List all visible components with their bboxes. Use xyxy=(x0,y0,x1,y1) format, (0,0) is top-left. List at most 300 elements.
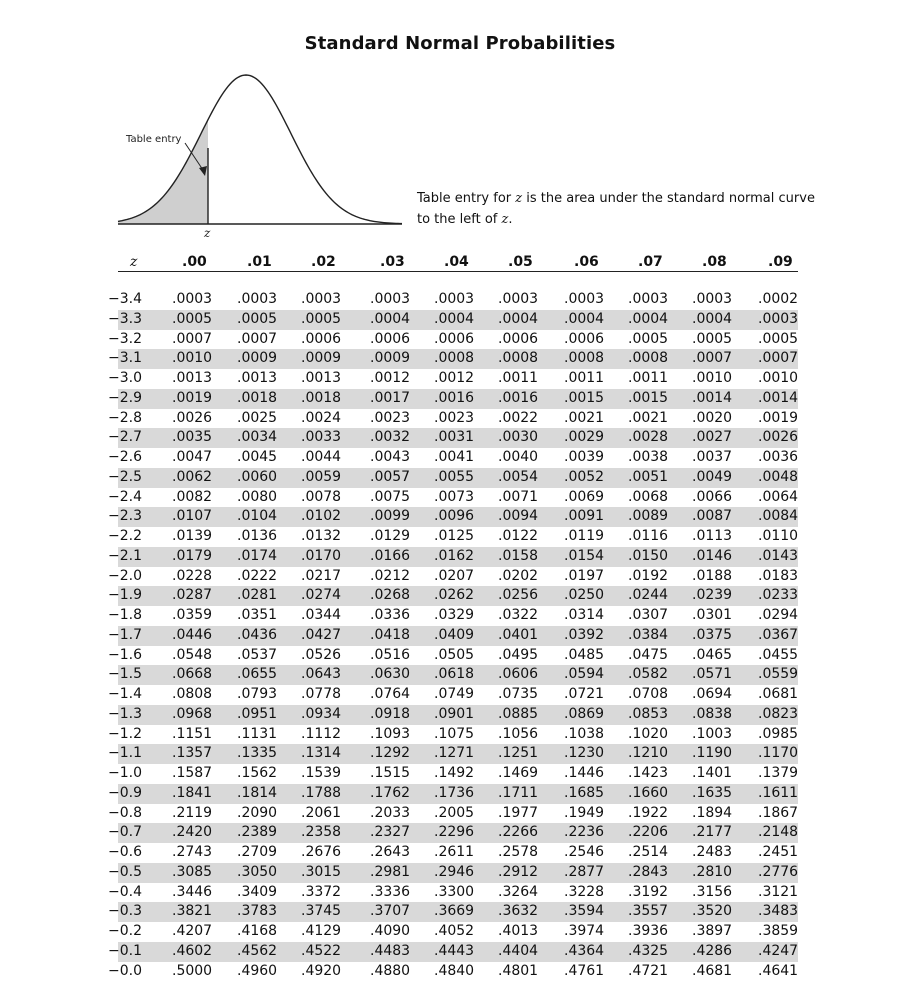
table-cell: .0066 xyxy=(692,488,733,505)
table-cell: .0054 xyxy=(498,468,539,485)
table-cell: .3446 xyxy=(172,883,213,900)
table-cell: .0060 xyxy=(237,468,278,485)
table-cell: .1075 xyxy=(434,725,475,742)
table-row xyxy=(108,962,799,982)
table-cell: .0019 xyxy=(172,389,213,406)
table-cell: .1894 xyxy=(692,804,733,821)
table-cell: .0003 xyxy=(237,291,278,307)
table-cell: .0838 xyxy=(692,705,733,722)
table-cell: .0122 xyxy=(498,528,539,544)
table-cell: .0005 xyxy=(172,310,213,327)
table-cell: .0007 xyxy=(237,330,278,347)
table-cell: .4443 xyxy=(434,942,475,959)
table-cell: .2296 xyxy=(434,824,475,841)
table-cell: .0681 xyxy=(758,686,799,702)
table-cell: .0008 xyxy=(564,350,605,367)
table-cell: .0207 xyxy=(434,567,475,584)
table-cell: .1515 xyxy=(370,765,411,781)
table-cell: .0951 xyxy=(237,705,278,722)
table-cell: .0668 xyxy=(172,666,213,683)
table-cell: .0021 xyxy=(564,409,605,426)
table-cell: .0007 xyxy=(758,350,799,367)
table-cell: .0047 xyxy=(172,449,213,465)
row-z-value: −1.6 xyxy=(108,646,142,663)
table-row xyxy=(108,310,799,330)
table-row xyxy=(108,784,799,804)
table-cell: .2877 xyxy=(564,863,605,880)
table-cell: .0179 xyxy=(172,547,213,564)
table-cell: .0089 xyxy=(628,508,669,525)
table-cell: .0025 xyxy=(237,409,278,426)
table-cell: .4801 xyxy=(498,962,539,979)
table-cell: .3372 xyxy=(301,883,342,900)
table-cell: .1170 xyxy=(758,745,799,762)
table-cell: .0793 xyxy=(237,686,278,702)
table-cell: .0336 xyxy=(370,607,411,623)
table-row xyxy=(108,547,799,567)
table-cell: .3050 xyxy=(237,863,278,880)
table-cell: .1423 xyxy=(628,765,669,781)
table-cell: .2776 xyxy=(758,863,799,880)
table-row xyxy=(108,843,799,863)
table-cell: .0084 xyxy=(758,508,799,525)
table-body xyxy=(108,290,799,981)
table-cell: .0021 xyxy=(628,409,669,426)
table-cell: .4522 xyxy=(301,942,342,959)
table-cell: .4960 xyxy=(237,962,278,979)
table-cell: .0934 xyxy=(301,705,342,722)
table-cell: .1112 xyxy=(301,725,342,742)
table-cell: .3707 xyxy=(370,903,411,920)
table-cell: .0068 xyxy=(628,488,669,505)
table-cell: .0548 xyxy=(172,646,213,663)
table-cell: .0069 xyxy=(564,488,605,505)
table-cell: .4052 xyxy=(434,923,475,939)
table-cell: .1635 xyxy=(692,784,733,801)
table-cell: .2266 xyxy=(498,824,539,841)
table-cell: .0003 xyxy=(498,291,539,307)
table-cell: .0016 xyxy=(498,389,539,406)
table-cell: .0004 xyxy=(498,310,539,327)
row-z-value: −0.6 xyxy=(108,844,142,860)
table-cell: .0392 xyxy=(564,626,605,643)
table-cell: .0197 xyxy=(564,567,605,584)
table-cell: .1379 xyxy=(758,765,799,781)
table-cell: .0301 xyxy=(692,607,733,623)
table-cell: .0188 xyxy=(692,567,733,584)
table-cell: .2420 xyxy=(172,824,213,841)
table-cell: .0037 xyxy=(692,449,733,465)
table-row xyxy=(108,863,799,883)
table-cell: .0485 xyxy=(564,646,605,663)
table-cell: .0009 xyxy=(370,350,411,367)
table-cell: .0014 xyxy=(692,389,733,406)
table-cell: .0051 xyxy=(628,468,669,485)
z-label: z xyxy=(204,226,211,240)
table-cell: .0256 xyxy=(498,587,539,604)
table-cell: .0078 xyxy=(301,488,342,505)
table-cell: .0062 xyxy=(172,468,213,485)
table-cell: .2611 xyxy=(434,844,475,860)
table-cell: .0002 xyxy=(758,291,799,307)
row-z-value: −2.9 xyxy=(108,389,142,406)
header-col-2: .01 xyxy=(247,254,272,270)
header-col-4: .03 xyxy=(380,254,405,270)
table-cell: .0030 xyxy=(498,429,539,446)
table-cell: .1210 xyxy=(628,745,669,762)
table-cell: .0055 xyxy=(434,468,475,485)
table-cell: .0351 xyxy=(237,607,278,623)
table-cell: .0036 xyxy=(758,449,799,465)
table-cell: .0006 xyxy=(564,330,605,347)
table-cell: .0885 xyxy=(498,705,539,722)
table-cell: .0073 xyxy=(434,488,475,505)
table-cell: .0446 xyxy=(172,626,213,643)
table-cell: .4404 xyxy=(498,942,539,959)
table-cell: .0011 xyxy=(628,370,669,386)
table-cell: .0606 xyxy=(498,666,539,683)
table-cell: .3936 xyxy=(628,923,669,939)
row-z-value: −2.8 xyxy=(108,409,142,426)
table-cell: .1093 xyxy=(370,725,411,742)
table-cell: .0019 xyxy=(758,409,799,426)
table-cell: .0401 xyxy=(498,626,539,643)
table-cell: .0017 xyxy=(370,389,411,406)
table-row xyxy=(108,883,799,903)
table-cell: .0082 xyxy=(172,488,213,505)
table-row xyxy=(108,369,799,389)
row-z-value: −0.8 xyxy=(108,804,142,821)
table-cell: .0384 xyxy=(628,626,669,643)
table-row xyxy=(108,507,799,527)
table-cell: .0166 xyxy=(370,547,411,564)
table-cell: .3557 xyxy=(628,903,669,920)
table-cell: .1736 xyxy=(434,784,475,801)
table-cell: .0582 xyxy=(628,666,669,683)
table-cell: .4013 xyxy=(498,923,539,939)
row-z-value: −2.3 xyxy=(108,508,142,525)
table-cell: .0516 xyxy=(370,646,411,663)
table-row xyxy=(108,922,799,942)
table-row xyxy=(108,764,799,784)
table-cell: .0064 xyxy=(758,488,799,505)
table-cell: .4090 xyxy=(370,923,411,939)
table-cell: .0375 xyxy=(692,626,733,643)
table-cell: .3300 xyxy=(434,883,475,900)
table-cell: .0008 xyxy=(498,350,539,367)
table-cell: .2236 xyxy=(564,824,605,841)
table-cell: .1151 xyxy=(172,725,213,742)
table-cell: .0005 xyxy=(301,310,342,327)
row-z-value: −1.1 xyxy=(108,745,142,762)
table-cell: .0250 xyxy=(564,587,605,604)
table-cell: .1314 xyxy=(301,745,342,762)
table-cell: .0009 xyxy=(237,350,278,367)
table-cell: .0808 xyxy=(172,686,213,702)
table-cell: .1271 xyxy=(434,745,475,762)
table-cell: .0107 xyxy=(172,508,213,525)
table-cell: .3783 xyxy=(237,903,278,920)
row-z-value: −1.3 xyxy=(108,705,142,722)
table-cell: .0136 xyxy=(237,528,278,544)
table-cell: .2578 xyxy=(498,844,539,860)
table-cell: .0075 xyxy=(370,488,411,505)
table-cell: .0023 xyxy=(370,409,411,426)
table-cell: .0045 xyxy=(237,449,278,465)
table-cell: .0003 xyxy=(434,291,475,307)
table-cell: .0655 xyxy=(237,666,278,683)
table-cell: .0009 xyxy=(301,350,342,367)
table-cell: .0010 xyxy=(758,370,799,386)
table-cell: .0694 xyxy=(692,686,733,702)
table-cell: .0038 xyxy=(628,449,669,465)
table-cell: .2451 xyxy=(758,844,799,860)
table-cell: .1003 xyxy=(692,725,733,742)
row-z-value: −2.7 xyxy=(108,429,142,446)
table-cell: .1562 xyxy=(237,765,278,781)
table-cell: .0228 xyxy=(172,567,213,584)
table-cell: .1469 xyxy=(498,765,539,781)
table-cell: .0013 xyxy=(301,370,342,386)
table-cell: .0052 xyxy=(564,468,605,485)
row-z-value: −3.0 xyxy=(108,370,142,386)
table-cell: .0721 xyxy=(564,686,605,702)
table-cell: .4880 xyxy=(370,962,411,979)
table-row xyxy=(108,586,799,606)
table-cell: .4286 xyxy=(692,942,733,959)
table-cell: .0192 xyxy=(628,567,669,584)
table-cell: .0985 xyxy=(758,725,799,742)
table-cell: .1977 xyxy=(498,804,539,821)
table-cell: .4129 xyxy=(301,923,342,939)
table-cell: .3085 xyxy=(172,863,213,880)
row-z-value: −2.1 xyxy=(108,547,142,564)
table-cell: .0026 xyxy=(758,429,799,446)
table-cell: .2119 xyxy=(172,804,213,821)
table-row xyxy=(108,744,799,764)
table-cell: .0359 xyxy=(172,607,213,623)
table-cell: .0004 xyxy=(564,310,605,327)
table-cell: .0233 xyxy=(758,587,799,604)
table-cell: .1539 xyxy=(301,765,342,781)
table-row xyxy=(108,409,799,429)
table-cell: .0436 xyxy=(237,626,278,643)
table-cell: .0005 xyxy=(692,330,733,347)
table-cell: .0735 xyxy=(498,686,539,702)
table-cell: .0010 xyxy=(172,350,213,367)
table-row xyxy=(108,606,799,626)
table-cell: .0154 xyxy=(564,547,605,564)
table-caption: Table entry for z is the area under the standard normal curve to the left of z. xyxy=(417,191,815,227)
table-cell: .0129 xyxy=(370,528,411,544)
table-row xyxy=(108,428,799,448)
table-cell: .0526 xyxy=(301,646,342,663)
table-cell: .3859 xyxy=(758,923,799,939)
table-cell: .0170 xyxy=(301,547,342,564)
table-cell: .0505 xyxy=(434,646,475,663)
table-cell: .1685 xyxy=(564,784,605,801)
table-cell: .1131 xyxy=(237,725,278,742)
table-cell: .0968 xyxy=(172,705,213,722)
z-table xyxy=(108,254,799,981)
table-cell: .0125 xyxy=(434,528,475,544)
table-cell: .4761 xyxy=(564,962,605,979)
table-row xyxy=(108,389,799,409)
table-cell: .0262 xyxy=(434,587,475,604)
table-row xyxy=(108,942,799,962)
table-cell: .0537 xyxy=(237,646,278,663)
table-cell: .0287 xyxy=(172,587,213,604)
row-z-value: −1.5 xyxy=(108,666,142,683)
table-row xyxy=(108,290,799,310)
table-cell: .0003 xyxy=(628,291,669,307)
table-cell: .2514 xyxy=(628,844,669,860)
table-cell: .0594 xyxy=(564,666,605,683)
table-cell: .0329 xyxy=(434,607,475,623)
table-cell: .0044 xyxy=(301,449,342,465)
table-cell: .0823 xyxy=(758,705,799,722)
row-z-value: −2.2 xyxy=(108,528,142,544)
table-cell: .0003 xyxy=(301,291,342,307)
table-cell: .2005 xyxy=(434,804,475,821)
table-cell: .0764 xyxy=(370,686,411,702)
table-cell: .0007 xyxy=(692,350,733,367)
table-cell: .0418 xyxy=(370,626,411,643)
table-cell: .0281 xyxy=(237,587,278,604)
table-cell: .0091 xyxy=(564,508,605,525)
table-cell: .2327 xyxy=(370,824,411,841)
row-z-value: −1.2 xyxy=(108,725,142,742)
table-cell: .0174 xyxy=(237,547,278,564)
table-cell: .1335 xyxy=(237,745,278,762)
table-cell: .0708 xyxy=(628,686,669,702)
table-cell: .0409 xyxy=(434,626,475,643)
table-cell: .0004 xyxy=(628,310,669,327)
row-z-value: −2.4 xyxy=(108,488,142,505)
table-cell: .4247 xyxy=(758,942,799,959)
table-cell: .0183 xyxy=(758,567,799,584)
table-cell: .0031 xyxy=(434,429,475,446)
table-cell: .0146 xyxy=(692,547,733,564)
table-cell: .1587 xyxy=(172,765,213,781)
table-cell: .0006 xyxy=(434,330,475,347)
table-cell: .4207 xyxy=(172,923,213,939)
table-cell: .2643 xyxy=(370,844,411,860)
table-cell: .0003 xyxy=(758,310,799,327)
table-cell: .0080 xyxy=(237,488,278,505)
table-cell: .0035 xyxy=(172,429,213,446)
table-cell: .0314 xyxy=(564,607,605,623)
table-cell: .0132 xyxy=(301,528,342,544)
table-cell: .0005 xyxy=(758,330,799,347)
table-row xyxy=(108,527,799,547)
table-row xyxy=(108,804,799,824)
table-cell: .0010 xyxy=(692,370,733,386)
table-cell: .1788 xyxy=(301,784,342,801)
table-cell: .0618 xyxy=(434,666,475,683)
table-entry-label: Table entry xyxy=(126,134,182,145)
table-cell: .0113 xyxy=(692,528,733,544)
table-cell: .2709 xyxy=(237,844,278,860)
table-cell: .5000 xyxy=(172,962,213,979)
table-cell: .2389 xyxy=(237,824,278,841)
table-cell: .2483 xyxy=(692,844,733,860)
table-cell: .0007 xyxy=(172,330,213,347)
table-cell: .0043 xyxy=(370,449,411,465)
table-cell: .0041 xyxy=(434,449,475,465)
row-z-value: −0.9 xyxy=(108,784,142,801)
table-cell: .0005 xyxy=(237,310,278,327)
table-cell: .3821 xyxy=(172,903,213,920)
table-cell: .1020 xyxy=(628,725,669,742)
table-cell: .1841 xyxy=(172,784,213,801)
table-cell: .0008 xyxy=(628,350,669,367)
table-cell: .0016 xyxy=(434,389,475,406)
table-cell: .0749 xyxy=(434,686,475,702)
table-cell: .0307 xyxy=(628,607,669,623)
table-row xyxy=(108,468,799,488)
table-row xyxy=(108,626,799,646)
table-cell: .0015 xyxy=(564,389,605,406)
table-cell: .0027 xyxy=(692,429,733,446)
table-cell: .4721 xyxy=(628,962,669,979)
header-col-6: .05 xyxy=(508,254,533,270)
table-cell: .0901 xyxy=(434,705,475,722)
table-cell: .2061 xyxy=(301,804,342,821)
row-z-value: −3.1 xyxy=(108,350,142,367)
table-cell: .0322 xyxy=(498,607,539,623)
table-cell: .2676 xyxy=(301,844,342,860)
table-cell: .0143 xyxy=(758,547,799,564)
row-z-value: −0.2 xyxy=(108,923,142,939)
table-cell: .3192 xyxy=(628,883,669,900)
table-cell: .0011 xyxy=(498,370,539,386)
header-col-9: .08 xyxy=(702,254,727,270)
table-cell: .4364 xyxy=(564,942,605,959)
table-row xyxy=(108,823,799,843)
table-cell: .0014 xyxy=(758,389,799,406)
table-cell: .1611 xyxy=(758,784,799,801)
row-z-value: −2.5 xyxy=(108,468,142,485)
table-cell: .1251 xyxy=(498,745,539,762)
table-cell: .0048 xyxy=(758,468,799,485)
table-cell: .0008 xyxy=(434,350,475,367)
table-cell: .0202 xyxy=(498,567,539,584)
table-cell: .0003 xyxy=(172,291,213,307)
table-cell: .0244 xyxy=(628,587,669,604)
table-cell: .0033 xyxy=(301,429,342,446)
table-cell: .0011 xyxy=(564,370,605,386)
table-cell: .0455 xyxy=(758,646,799,663)
table-cell: .3594 xyxy=(564,903,605,920)
header-col-1: .00 xyxy=(182,254,207,270)
row-z-value: −0.4 xyxy=(108,883,142,900)
table-cell: .4641 xyxy=(758,962,799,979)
table-cell: .0294 xyxy=(758,607,799,623)
table-cell: .0028 xyxy=(628,429,669,446)
table-cell: .1357 xyxy=(172,745,213,762)
table-cell: .0102 xyxy=(301,508,342,525)
table-cell: .0022 xyxy=(498,409,539,426)
table-cell: .0571 xyxy=(692,666,733,683)
table-cell: .0096 xyxy=(434,508,475,525)
row-z-value: −3.3 xyxy=(108,310,142,327)
header-z: z xyxy=(130,254,138,270)
table-cell: .2743 xyxy=(172,844,213,860)
table-cell: .0005 xyxy=(628,330,669,347)
table-cell: .0034 xyxy=(237,429,278,446)
table-cell: .2843 xyxy=(628,863,669,880)
